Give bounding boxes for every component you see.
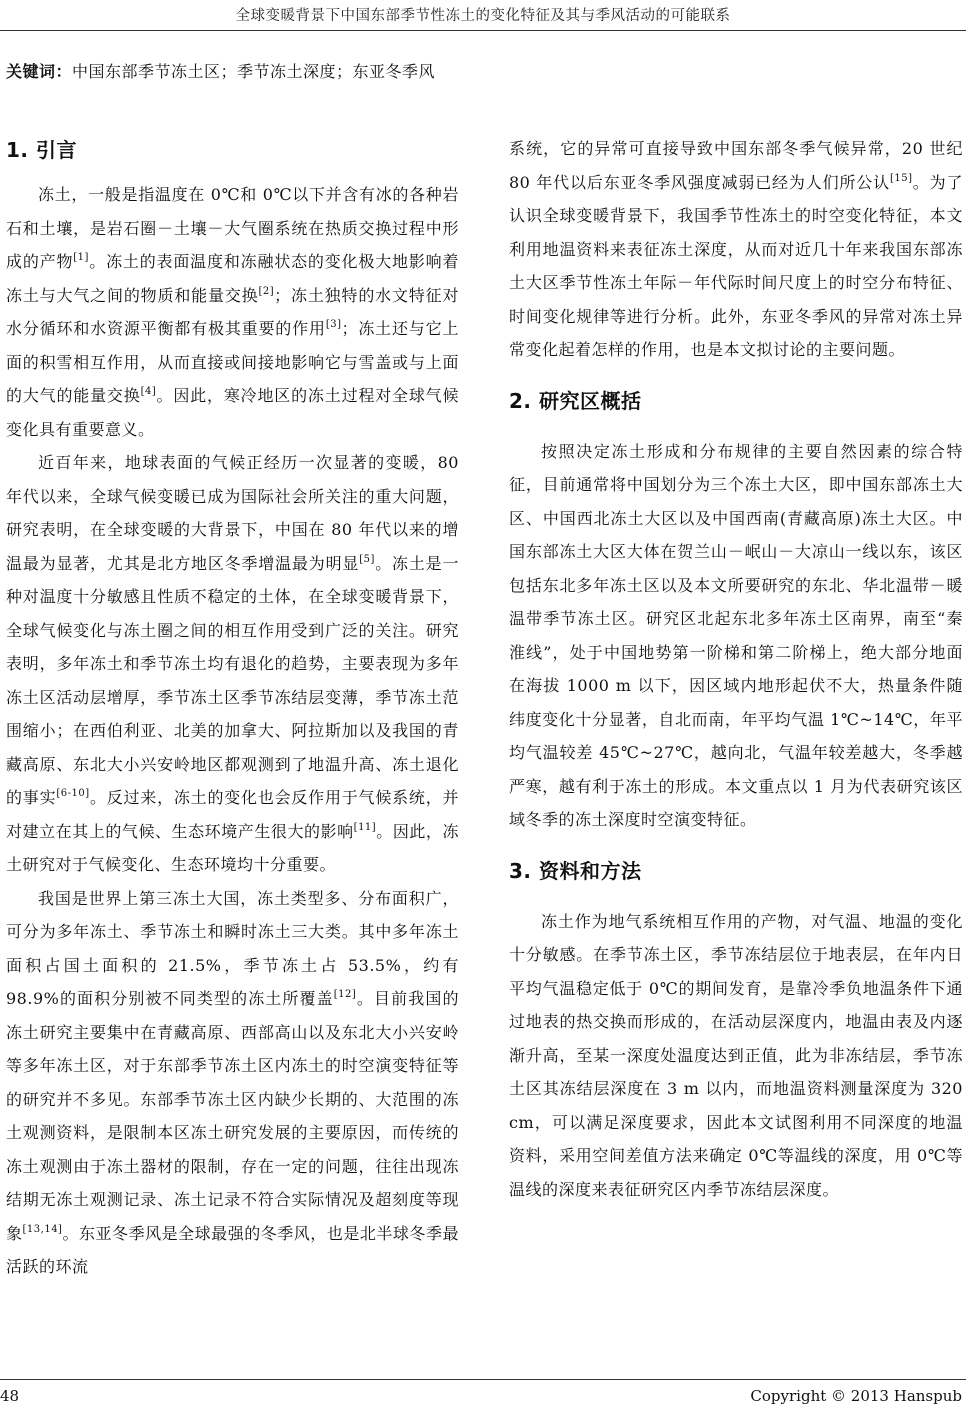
text-run: 我国是世界上第三冻土大国，冻土类型多、分布面积广，可分为多年冻土、季节冻土和瞬时冻土三大类。其中多年冻土面积占国土面积的 21.5%，季节冻土占 53.5%，约有 98.9%的面积分别被不同类型的冻土所覆盖 xyxy=(6,888,459,1008)
text-run: ；冻土独特的水文特征对水分循环和水资源平衡都有极其重要的作用 xyxy=(6,285,459,338)
text-run: 。目前我国的冻土研究主要集中在青藏高原、西部高山以及东北大小兴安岭等多年冻土区，对于东部季节冻土区内冻土的时空演变特征等的研究并不多见。东部季节冻土区内缺少长期的、大范围的冻土观测资料，是限制本区冻土研究发展的主要原因，而传统的冻土观测由于冻土器材的限制，存在一定的问题，往往出现冻结期无冻土观测记录、冻土记录不符合实际情况及超刻度等现象 xyxy=(6,989,459,1243)
citation-link[interactable]: [15] xyxy=(889,172,913,184)
footer-rule xyxy=(0,1379,966,1380)
paragraph-data-methods: 冻土作为地气系统相互作用的产物，对气温、地温的变化十分敏感。在季节冻土区，季节冻结层位于地表层，在年内日平均气温稳定低于 0℃的期间发育，是靠冷季负地温条件下通过地表的热交换而形成的，在活动层深度内，地温由表及内逐渐升高，至某一深度处温度达到正值，此为非冻结层，季节冻土区其冻结层深度在 3 m 以内，而地温资料测量深度为 320 cm，可以满足深度要求，因此本文试图利用不同深度的地温资料，采用空间差值方法来确定 0℃等温线的深度，用 0℃等温线的深度来表征研究区内季节冻结层深度。 xyxy=(509,911,963,1199)
text-run: 。为了认识全球变暖背景下，我国季节性冻土的时空变化特征，本文利用地温资料来表征冻土深度，从而对近几十年来我国东部冻土大区季节性冻土年际－年代际时间尺度上的时空分布特征、时间变化规律等进行分析。此外，东亚冬季风的异常对冻土异常变化起着怎样的作用，也是本文拟讨论的主要问题。 xyxy=(509,172,963,359)
paragraph-intro-4 xyxy=(509,132,963,367)
left-column xyxy=(6,130,459,1284)
text-run: 。冻土是一种对温度十分敏感且性质不稳定的土体，在全球变暖背景下，全球气候变化与冻土圈之间的相互作用受到广泛的关注。研究表明，多年冻土和季节冻土均有退化的趋势，主要表现为多年冻土区活动层增厚，季节冻土区季节冻结层变薄，季节冻土范围缩小；在西伯利亚、北美的加拿大、阿拉斯加以及我国的青藏高原、东北大小兴安岭地区都观测到了地温升高、冻土退化的事实 xyxy=(6,553,459,807)
text-run: 。东亚冬季风是全球最强的冬季风，也是北半球冬季最活跃的环流 xyxy=(6,1223,459,1276)
citation-link[interactable]: [4] xyxy=(140,386,157,397)
citation-link[interactable]: [3] xyxy=(325,319,342,330)
paragraph-study-area: 按照决定冻土形成和分布规律的主要自然因素的综合特征，目前通常将中国划分为三个冻土大区，即中国东部冻土大区、中国西北冻土大区以及中国西南(青藏高原)冻土大区。中国东部冻土大区大体在贺兰山－岷山－大凉山一线以东，该区包括东北多年冻土区以及本文所要研究的东北、华北温带－暖温带季节冻土区。研究区北起东北多年冻土区南界，南至“秦淮线”，处于中国地势第一阶梯和第二阶梯上，绝大部分地面在海拔 1000 m 以下，因区域内地形起伏不大，热量条件随纬度变化十分显著，自北而南，年平均气温 1℃~14℃，年平均气温较差 45℃~27℃，越向北，气温年较差越大，冬季越严寒，越有利于冻土的形成。本文重点以 1 月为代表研究该区域冬季的冻土深度时空演变特征。 xyxy=(509,441,963,829)
citation-link[interactable]: [5] xyxy=(359,553,375,565)
section-heading-study-area: 2. 研究区概括 xyxy=(509,388,642,413)
page-number: 48 xyxy=(0,1387,20,1405)
citation-link[interactable]: [12] xyxy=(333,989,357,1000)
citation-link[interactable]: [6-10] xyxy=(56,788,90,799)
text-run: 。因此，冻土研究对于气候变化、生态环境均十分重要。 xyxy=(6,821,459,874)
text-run: ；冻土还与它上面的积雪相互作用，从而直接或间接地影响它与雪盖或与上面的大气的能量交换 xyxy=(6,319,459,405)
citation-link[interactable]: [2] xyxy=(258,285,275,297)
paragraph-intro-3 xyxy=(6,882,459,1284)
running-title: 全球变暖背景下中国东部季节性冻土的变化特征及其与季风活动的可能联系 xyxy=(235,8,731,24)
text-run: 冻土，一般是指温度在 0℃和 0℃以下并含有冰的各种岩石和土壤，是岩石圈－土壤－大气圈系统在热质交换过程中形成的产物 xyxy=(6,185,459,271)
text-run: 系统，它的异常可直接导致中国东部冬季气候异常，20 世纪 80 年代以后东亚冬季风强度减弱已经为人们所公认 xyxy=(509,139,963,192)
keywords-line xyxy=(6,59,946,82)
citation-link[interactable]: [13,14] xyxy=(22,1223,63,1235)
paragraph-intro-2 xyxy=(6,446,459,882)
text-run: 。因此，寒冷地区的冻土过程对全球气候变化具有重要意义。 xyxy=(6,386,459,439)
paragraph-intro-1 xyxy=(6,178,459,446)
keywords-label: 关键词： xyxy=(6,62,73,81)
citation-link[interactable]: [11] xyxy=(353,821,377,833)
text-run: 。冻土的表面温度和冻融状态的变化极大地影响着冻土与大气之间的物质和能量交换 xyxy=(6,252,459,305)
section-heading-data-methods: 3. 资料和方法 xyxy=(509,858,642,883)
citation-link[interactable]: [1] xyxy=(73,252,89,263)
text-run: 。反过来，冻土的变化也会反作用于气候系统，并对建立在其上的气候、生态环境产生很大的影响 xyxy=(6,788,459,841)
copyright-notice: Copyright © 2013 Hanspub xyxy=(750,1387,962,1405)
keywords-text: 中国东部季节冻土区；季节冻土深度；东亚冬季风 xyxy=(72,62,436,81)
right-column xyxy=(509,132,963,1206)
section-heading-introduction: 1. 引言 xyxy=(6,138,77,162)
text-run: 近百年来，地球表面的气候正经历一次显著的变暖，80 年代以来，全球气候变暖已成为国际社会所关注的重大问题，研究表明，在全球变暖的大背景下，中国在 80 年代以来的增温最为显著，尤其是北方地区冬季增温最为明显 xyxy=(6,453,459,573)
header-rule xyxy=(0,30,966,31)
